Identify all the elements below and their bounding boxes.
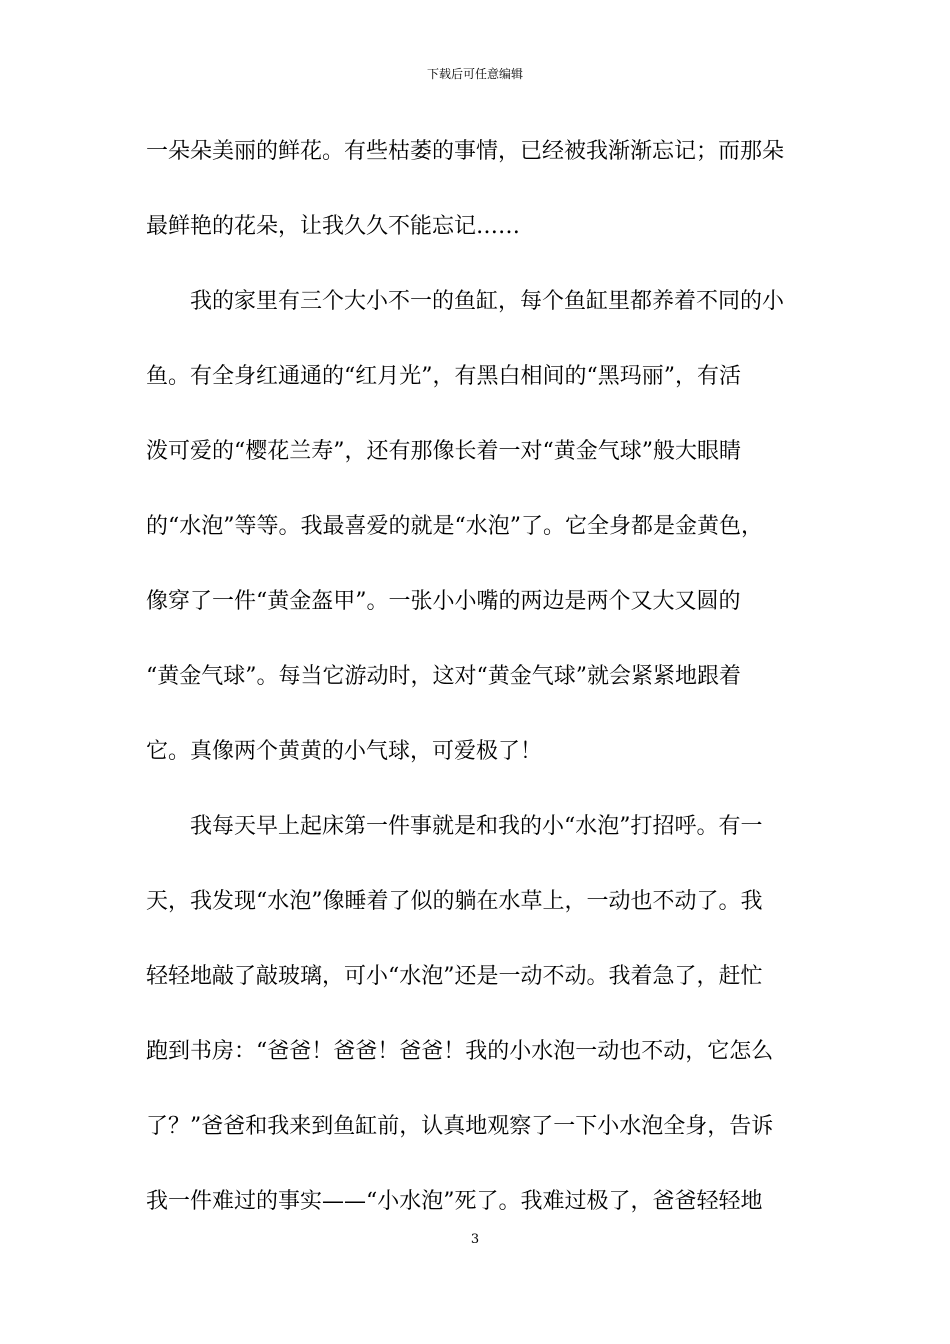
text-line: 最鲜艳的花朵，让我久久不能忘记…… <box>146 214 521 239</box>
text-line: 一朵朵美丽的鲜花。有些枯萎的事情，已经被我渐渐忘记；而那朵 <box>146 139 785 164</box>
text-line: 跑到书房：“爸爸！爸爸！爸爸！我的小水泡一动也不动，它怎么 <box>146 1039 774 1064</box>
body-text <box>146 131 816 1256</box>
page-number: 3 <box>470 1232 480 1247</box>
text-line: 我的家里有三个大小不一的鱼缸，每个鱼缸里都养着不同的小 <box>190 289 785 314</box>
text-line: 像穿了一件“黄金盔甲”。一张小小嘴的两边是两个又大又圆的 <box>146 589 741 614</box>
text-line: 它。真像两个黄黄的小气球，可爱极了！ <box>146 739 543 764</box>
text-line: 了？”爸爸和我来到鱼缸前，认真地观察了一下小水泡全身，告诉 <box>146 1114 774 1139</box>
page-header: 下载后可任意编辑 <box>426 67 523 81</box>
text-line: 我每天早上起床第一件事就是和我的小“水泡”打招呼。有一 <box>190 814 763 839</box>
text-line: 天，我发现“水泡”像睡着了似的躺在水草上，一动也不动了。我 <box>146 889 763 914</box>
text-line: “黄金气球”。每当它游动时，这对“黄金气球”就会紧紧地跟着 <box>146 664 741 689</box>
text-line: 的“水泡”等等。我最喜爱的就是“水泡”了。它全身都是金黄色， <box>146 514 763 539</box>
text-line: 泼可爱的“樱花兰寿”，还有那像长着一对“黄金气球”般大眼睛 <box>146 439 741 464</box>
text-line: 我一件难过的事实——“小水泡”死了。我难过极了，爸爸轻轻地 <box>146 1189 763 1214</box>
text-line: 轻轻地敲了敲玻璃，可小“水泡”还是一动不动。我着急了，赶忙 <box>146 964 763 989</box>
text-line: 鱼。有全身红通通的“红月光”，有黑白相间的“黑玛丽”，有活 <box>146 364 741 389</box>
